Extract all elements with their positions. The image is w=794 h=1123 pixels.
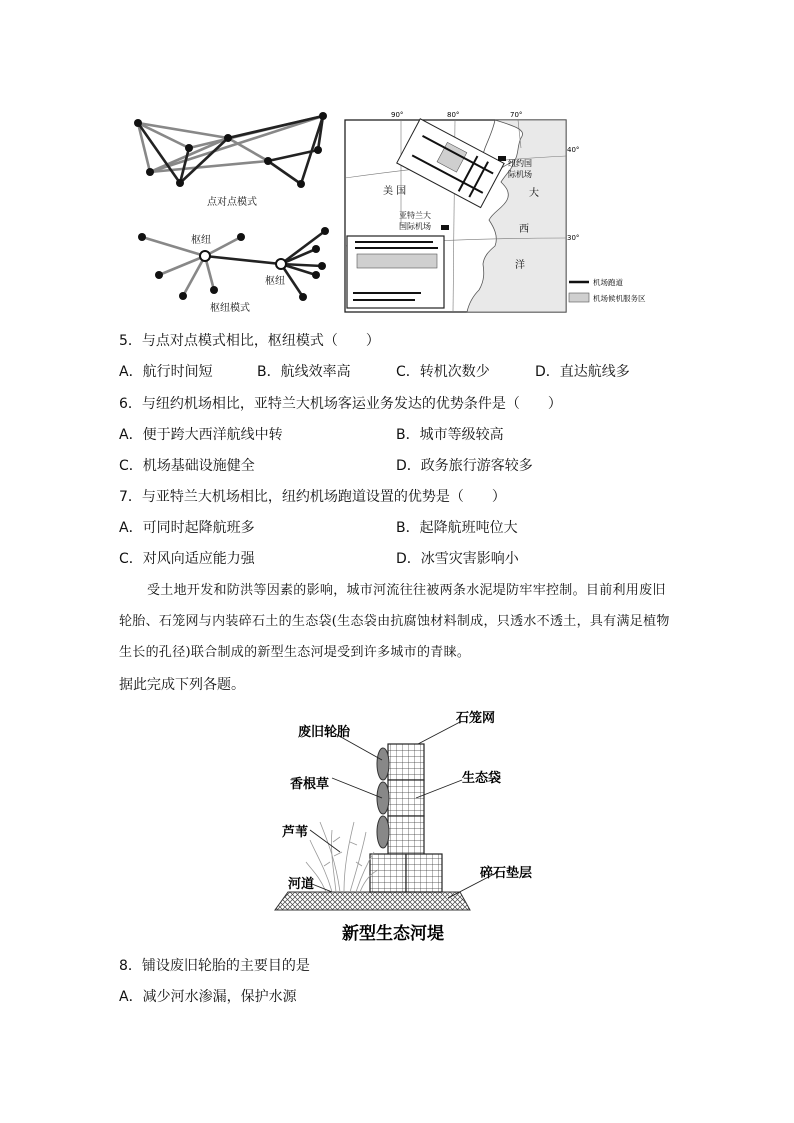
q7-option-d[interactable]: D．冰雪灾害影响小 bbox=[396, 551, 519, 567]
lon-80-label: 80° bbox=[447, 111, 460, 119]
q5-option-a[interactable]: A．航行时间短 bbox=[119, 364, 213, 380]
question-6-stem: 6．与纽约机场相比，亚特兰大机场客运业务发达的优势条件是（ ） bbox=[119, 396, 562, 412]
hub-mode-label: 枢纽模式 bbox=[210, 303, 250, 314]
airline-network-diagram bbox=[125, 100, 340, 320]
q6-option-d[interactable]: D．政务旅行游客较多 bbox=[396, 458, 533, 474]
atl-airport-label-1: 亚特兰大 bbox=[399, 211, 431, 220]
q6-option-b[interactable]: B．城市等级较高 bbox=[396, 427, 504, 443]
q7-option-c[interactable]: C．对风向适应能力强 bbox=[119, 551, 255, 567]
label-waste-tires: 废旧轮胎 bbox=[298, 725, 351, 740]
question-8-stem: 8．铺设废旧轮胎的主要目的是 bbox=[119, 958, 310, 974]
instruction-text: 据此完成下列各题。 bbox=[119, 677, 245, 693]
label-vetiver: 香根草 bbox=[290, 777, 330, 792]
label-eco-bag: 生态袋 bbox=[462, 771, 502, 786]
waste-tires bbox=[377, 748, 389, 848]
question-7-stem: 7．与亚特兰大机场相比，纽约机场跑道设置的优势是（ ） bbox=[119, 489, 506, 505]
q7-option-b[interactable]: B．起降航班吨位大 bbox=[396, 520, 518, 536]
lon-70-label: 70° bbox=[510, 111, 523, 119]
gravel-cushion-layer bbox=[275, 892, 470, 910]
hub-label-1: 枢纽 bbox=[191, 235, 211, 246]
eco-dike-title: 新型生态河堤 bbox=[342, 924, 444, 944]
label-river-channel: 河道 bbox=[288, 877, 315, 892]
reading-passage: 受土地开发和防洪等因素的影响，城市河流往往被两条水泥堤防牢牢控制。目前利用废旧轮胎、石笼网与内装碎石土的生态袋(生态袋由抗腐蚀材料制成，只透水不透土，具有满足植物生长的孔径)联合制成的新型生态河堤受到许多城市的青睐。 bbox=[119, 583, 670, 660]
question-5-stem: 5．与点对点模式相比，枢纽模式（ ） bbox=[119, 333, 380, 349]
label-reed: 芦苇 bbox=[282, 825, 309, 840]
ocean-label-da: 大 bbox=[529, 188, 539, 199]
lat-30-label: 30° bbox=[567, 234, 580, 242]
atl-airport-label-2: 国际机场 bbox=[399, 222, 431, 231]
usa-label: 美 国 bbox=[383, 186, 407, 197]
p2p-mode-label: 点对点模式 bbox=[207, 197, 257, 208]
q8-option-a[interactable]: A．减少河水渗漏，保护水源 bbox=[119, 989, 297, 1005]
hub-node-2 bbox=[276, 259, 286, 269]
lat-40-label: 40° bbox=[567, 146, 580, 154]
label-gabion-mesh: 石笼网 bbox=[456, 711, 496, 726]
atl-airport-inset bbox=[347, 236, 444, 308]
q5-option-b[interactable]: B．航线效率高 bbox=[257, 364, 351, 380]
q7-option-a[interactable]: A．可同时起降航班多 bbox=[119, 520, 255, 536]
ny-airport-label-1: 纽约国 bbox=[508, 159, 532, 168]
q6-option-a[interactable]: A．便于跨大西洋航线中转 bbox=[119, 427, 283, 443]
lon-90-label: 90° bbox=[391, 111, 404, 119]
legend-service-swatch bbox=[569, 293, 589, 302]
ocean-label-yang: 洋 bbox=[515, 260, 525, 271]
legend-service-label: 机场候机服务区 bbox=[593, 294, 646, 303]
reed-plants bbox=[306, 822, 378, 892]
label-gravel-layer: 碎石垫层 bbox=[480, 866, 533, 881]
hub-black-spokes bbox=[205, 231, 325, 297]
eco-dike-diagram bbox=[270, 702, 550, 947]
q6-option-c[interactable]: C．机场基础设施健全 bbox=[119, 458, 255, 474]
hub-label-2: 枢纽 bbox=[265, 276, 285, 287]
hub-node-1 bbox=[200, 251, 210, 261]
q5-option-c[interactable]: C．转机次数少 bbox=[396, 364, 490, 380]
ocean-label-xi: 西 bbox=[519, 224, 529, 235]
ny-airport-label-2: 际机场 bbox=[508, 170, 532, 179]
q5-option-d[interactable]: D．直达航线多 bbox=[535, 364, 630, 380]
legend-runway-label: 机场跑道 bbox=[593, 278, 623, 287]
us-east-airport-map bbox=[343, 108, 673, 314]
